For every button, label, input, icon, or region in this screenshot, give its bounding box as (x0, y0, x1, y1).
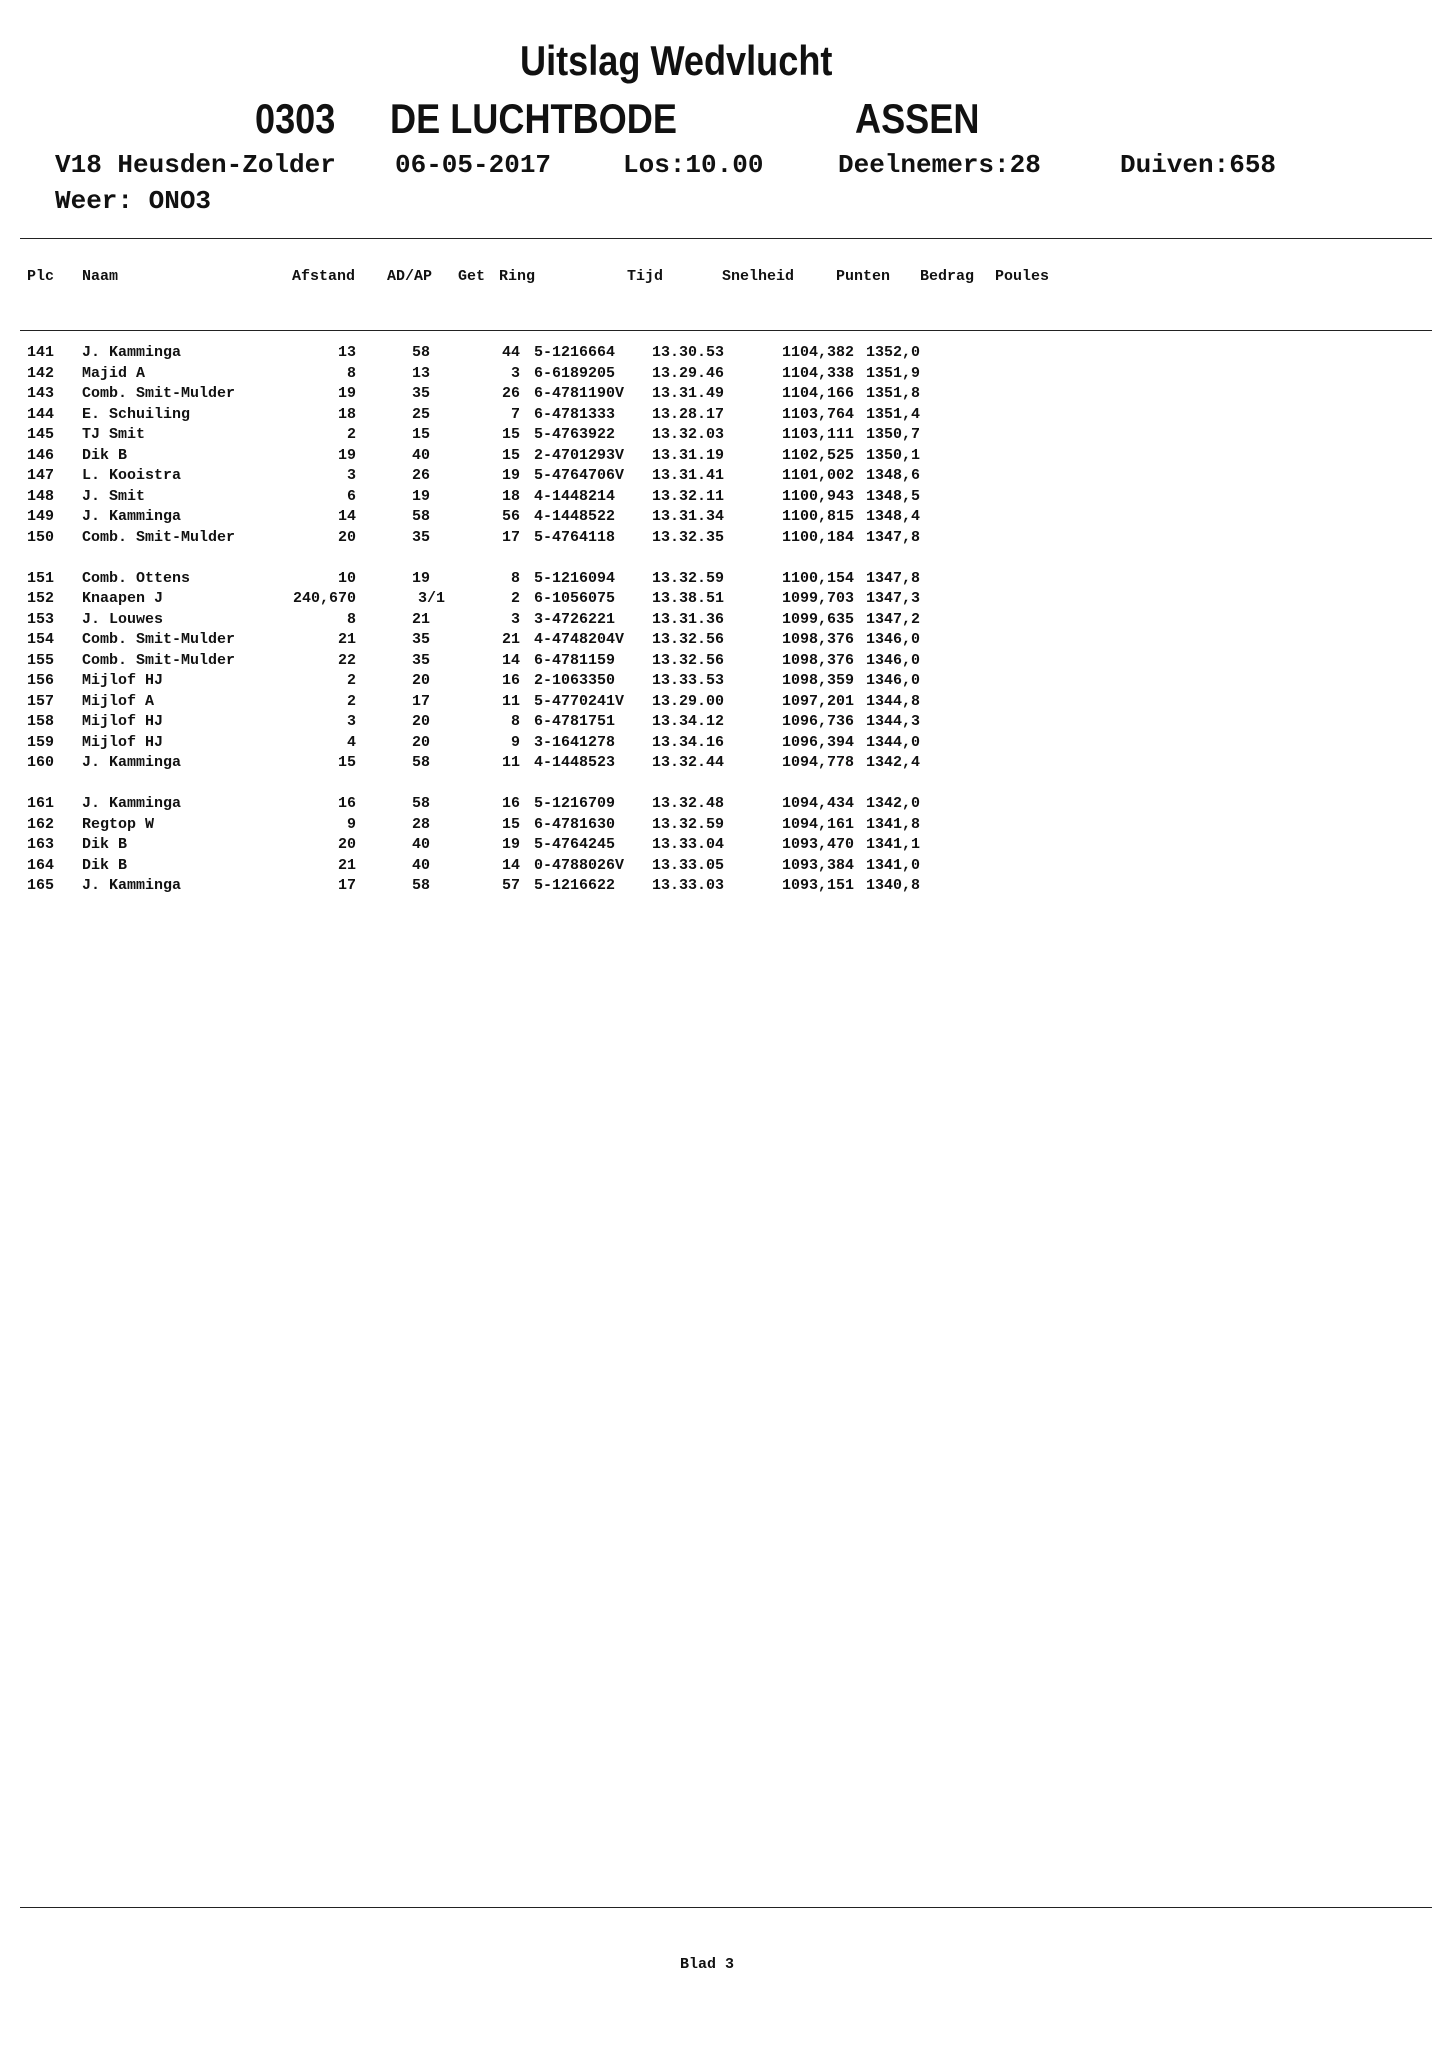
cell-afstand: 8 (346, 610, 356, 628)
cell-adap: 20 (412, 733, 431, 751)
cell-adap: 3/1 (418, 590, 446, 607)
cell-snelheid: 1100,815 (781, 508, 854, 525)
cell-naam: J. Kamminga (82, 754, 182, 771)
cell-punten: 1348,6 (866, 467, 921, 484)
cell-plc: 155 (27, 651, 55, 669)
cell-afstand: 17 (337, 877, 356, 894)
cell-tijd: 13.33.05 (652, 856, 725, 874)
cell-ring: 2-4701293V (534, 446, 625, 464)
release-time: Los:10.00 (623, 150, 764, 180)
cell-afstand: 19 (337, 446, 356, 464)
cell-punten: 1347,2 (866, 610, 921, 628)
cell-snelheid: 1093,151 (781, 877, 854, 894)
table-row (0, 856, 1436, 877)
cell-adap: 58 (412, 877, 431, 894)
cell-tijd: 13.38.51 (652, 590, 725, 607)
cell-afstand: 20 (337, 528, 356, 546)
cell-snelheid: 1102,525 (781, 446, 854, 464)
cell-ring: 6-4781751 (534, 713, 616, 730)
cell-punten: 1341,8 (866, 815, 921, 833)
cell-get: 26 (501, 385, 520, 402)
table-row (0, 815, 1436, 836)
cell-snelheid: 1100,943 (781, 487, 854, 505)
cell-plc: 153 (27, 610, 55, 628)
cell-tijd: 13.28.17 (652, 405, 725, 423)
cell-naam: L. Kooistra (82, 467, 182, 484)
cell-get: 19 (501, 467, 520, 484)
col-header-punten: Punten (836, 268, 891, 285)
cell-tijd: 13.31.36 (652, 610, 725, 628)
cell-punten: 1346,0 (866, 672, 921, 689)
cell-afstand: 4 (346, 733, 356, 751)
cell-naam: Comb. Ottens (82, 569, 191, 587)
cell-tijd: 13.30.53 (652, 344, 725, 361)
cell-tijd: 13.32.35 (652, 528, 725, 546)
cell-tijd: 13.31.41 (652, 467, 725, 484)
club-name: DE LUCHTBODE (390, 95, 677, 142)
cell-afstand: 2 (346, 672, 356, 689)
table-row (0, 794, 1436, 815)
race-name: V18 Heusden-Zolder (55, 150, 336, 180)
cell-snelheid: 1103,111 (781, 426, 854, 443)
cell-afstand: 14 (337, 508, 356, 525)
cell-plc: 160 (27, 754, 55, 771)
cell-snelheid: 1104,338 (781, 364, 854, 382)
cell-punten: 1352,0 (866, 344, 921, 361)
table-row (0, 835, 1436, 856)
cell-naam: J. Louwes (82, 610, 164, 628)
cell-get: 11 (501, 754, 520, 771)
cell-adap: 58 (412, 795, 431, 812)
cell-snelheid: 1096,394 (781, 733, 854, 751)
table-row (0, 630, 1436, 651)
cell-naam: Mijlof HJ (82, 733, 164, 751)
col-header-naam: Naam (82, 268, 119, 285)
cell-plc: 147 (27, 467, 55, 484)
cell-get: 3 (510, 364, 520, 382)
cell-get: 9 (510, 733, 520, 751)
col-header-adap: AD/AP (387, 268, 433, 285)
cell-ring: 6-1056075 (534, 590, 616, 607)
cell-punten: 1348,5 (866, 487, 921, 505)
cell-ring: 4-1448522 (534, 508, 616, 525)
table-row (0, 692, 1436, 713)
cell-afstand: 240,670 (292, 590, 356, 607)
cell-adap: 35 (412, 528, 431, 546)
cell-get: 44 (501, 344, 520, 361)
cell-snelheid: 1104,382 (781, 344, 854, 361)
cell-snelheid: 1098,376 (781, 651, 854, 669)
cell-afstand: 20 (337, 836, 356, 853)
cell-get: 19 (501, 836, 520, 853)
cell-plc: 162 (27, 815, 55, 833)
cell-afstand: 3 (346, 467, 356, 484)
cell-ring: 5-4764118 (534, 528, 616, 546)
cell-plc: 157 (27, 692, 55, 710)
cell-punten: 1346,0 (866, 651, 921, 669)
cell-tijd: 13.31.19 (652, 446, 725, 464)
cell-ring: 3-4726221 (534, 610, 616, 628)
cell-plc: 165 (27, 877, 55, 894)
cell-plc: 156 (27, 672, 55, 689)
table-row (0, 651, 1436, 672)
cell-tijd: 13.29.00 (652, 692, 725, 710)
cell-afstand: 2 (346, 426, 356, 443)
cell-plc: 149 (27, 508, 55, 525)
cell-plc: 143 (27, 385, 55, 402)
cell-naam: Mijlof A (82, 692, 155, 710)
divider-footer (20, 1907, 1432, 1908)
cell-tijd: 13.34.16 (652, 733, 725, 751)
cell-snelheid: 1103,764 (781, 405, 854, 423)
cell-afstand: 10 (337, 569, 356, 587)
cell-get: 2 (510, 590, 520, 607)
cell-ring: 5-4764245 (534, 836, 616, 853)
cell-afstand: 15 (337, 754, 356, 771)
cell-plc: 151 (27, 569, 55, 587)
cell-punten: 1341,1 (866, 836, 921, 853)
cell-naam: J. Kamminga (82, 344, 182, 361)
cell-naam: Regtop W (82, 815, 155, 833)
col-header-afstand: Afstand (292, 268, 356, 285)
cell-punten: 1346,0 (866, 631, 921, 648)
table-row (0, 487, 1436, 508)
cell-naam: Comb. Smit-Mulder (82, 385, 236, 402)
cell-adap: 21 (412, 610, 431, 628)
cell-adap: 40 (412, 836, 431, 853)
cell-naam: Majid A (82, 364, 146, 382)
cell-afstand: 19 (337, 385, 356, 402)
cell-ring: 5-4764706V (534, 467, 625, 484)
cell-get: 8 (510, 569, 520, 587)
cell-punten: 1351,4 (866, 405, 921, 423)
cell-tijd: 13.32.11 (652, 487, 725, 505)
cell-snelheid: 1104,166 (781, 385, 854, 402)
cell-plc: 145 (27, 426, 55, 443)
cell-naam: Dik B (82, 856, 128, 874)
cell-plc: 164 (27, 856, 55, 874)
cell-adap: 35 (412, 651, 431, 669)
page-number: Blad 3 (680, 1956, 735, 1973)
cell-snelheid: 1100,184 (781, 528, 854, 546)
cell-adap: 58 (412, 754, 431, 771)
race-date: 06-05-2017 (395, 150, 552, 180)
cell-afstand: 21 (337, 631, 356, 648)
cell-snelheid: 1100,154 (781, 569, 854, 587)
cell-ring: 6-4781190V (534, 385, 625, 402)
table-row (0, 405, 1436, 426)
table-row (0, 446, 1436, 467)
cell-punten: 1347,8 (866, 569, 921, 587)
cell-ring: 4-4748204V (534, 631, 625, 648)
cell-ring: 5-1216094 (534, 569, 616, 587)
table-row (0, 528, 1436, 549)
table-row (0, 733, 1436, 754)
cell-naam: Comb. Smit-Mulder (82, 651, 236, 669)
cell-plc: 161 (27, 795, 55, 812)
cell-plc: 142 (27, 364, 55, 382)
cell-snelheid: 1096,736 (781, 713, 854, 730)
cell-naam: Dik B (82, 836, 128, 853)
cell-naam: J. Kamminga (82, 795, 182, 812)
cell-tijd: 13.31.34 (652, 508, 725, 525)
cell-adap: 15 (412, 426, 431, 443)
cell-tijd: 13.33.04 (652, 836, 725, 853)
cell-plc: 163 (27, 836, 55, 853)
table-row (0, 753, 1436, 774)
table-row (0, 384, 1436, 405)
participants-count: Deelnemers:28 (838, 150, 1041, 180)
cell-afstand: 8 (346, 364, 356, 382)
table-row (0, 364, 1436, 385)
club-code: 0303 (255, 95, 336, 142)
table-row (0, 507, 1436, 528)
cell-adap: 19 (412, 569, 431, 587)
cell-tijd: 13.32.59 (652, 569, 725, 587)
cell-afstand: 9 (346, 815, 356, 833)
cell-naam: Comb. Smit-Mulder (82, 631, 236, 648)
cell-afstand: 18 (337, 405, 356, 423)
col-header-ring: Ring (499, 268, 536, 285)
cell-snelheid: 1093,384 (781, 856, 854, 874)
cell-naam: Mijlof HJ (82, 672, 164, 689)
col-header-plc: Plc (27, 268, 55, 285)
table-row (0, 671, 1436, 692)
cell-get: 18 (501, 487, 520, 505)
cell-naam: Comb. Smit-Mulder (82, 528, 236, 546)
cell-tijd: 13.32.56 (652, 631, 725, 648)
col-header-tijd: Tijd (627, 268, 664, 285)
club-city: ASSEN (855, 95, 980, 142)
cell-adap: 58 (412, 508, 431, 525)
cell-ring: 5-4763922 (534, 426, 616, 443)
cell-get: 7 (510, 405, 520, 423)
col-header-snelheid: Snelheid (722, 268, 795, 285)
col-header-get: Get (458, 268, 486, 285)
cell-tijd: 13.34.12 (652, 713, 725, 730)
cell-punten: 1350,7 (866, 426, 921, 443)
cell-plc: 150 (27, 528, 55, 546)
cell-adap: 40 (412, 856, 431, 874)
cell-afstand: 16 (337, 795, 356, 812)
cell-naam: Knaapen J (82, 590, 164, 607)
cell-tijd: 13.33.53 (652, 672, 725, 689)
cell-punten: 1351,8 (866, 385, 921, 402)
cell-afstand: 21 (337, 856, 356, 874)
cell-tijd: 13.29.46 (652, 364, 725, 382)
cell-ring: 3-1641278 (534, 733, 616, 751)
cell-snelheid: 1099,635 (781, 610, 854, 628)
cell-snelheid: 1098,359 (781, 672, 854, 689)
cell-get: 16 (501, 795, 520, 812)
cell-adap: 20 (412, 672, 431, 689)
cell-snelheid: 1094,778 (781, 754, 854, 771)
cell-adap: 20 (412, 713, 431, 730)
cell-snelheid: 1094,434 (781, 795, 854, 812)
cell-tijd: 13.31.49 (652, 385, 725, 402)
cell-get: 56 (501, 508, 520, 525)
cell-ring: 6-6189205 (534, 364, 616, 382)
cell-tijd: 13.32.03 (652, 426, 725, 443)
cell-ring: 5-4770241V (534, 692, 625, 710)
cell-tijd: 13.32.56 (652, 651, 725, 669)
cell-get: 57 (501, 877, 520, 894)
cell-punten: 1342,0 (866, 795, 921, 812)
cell-naam: Mijlof HJ (82, 713, 164, 730)
cell-adap: 26 (412, 467, 431, 484)
pigeons-count: Duiven:658 (1120, 150, 1277, 180)
cell-snelheid: 1094,161 (781, 815, 854, 833)
table-row (0, 466, 1436, 487)
cell-adap: 17 (412, 692, 431, 710)
cell-tijd: 13.33.03 (652, 877, 725, 894)
cell-plc: 154 (27, 631, 55, 648)
cell-adap: 35 (412, 631, 431, 648)
cell-afstand: 3 (346, 713, 356, 730)
cell-get: 21 (501, 631, 520, 648)
cell-snelheid: 1097,201 (781, 692, 854, 710)
table-row (0, 569, 1436, 590)
cell-get: 14 (501, 856, 520, 874)
cell-punten: 1342,4 (866, 754, 921, 771)
cell-ring: 6-4781159 (534, 651, 616, 669)
cell-get: 8 (510, 713, 520, 730)
cell-naam: E. Schuiling (82, 405, 191, 423)
cell-adap: 28 (412, 815, 431, 833)
col-header-bedrag: Bedrag (920, 268, 975, 285)
cell-get: 14 (501, 651, 520, 669)
cell-get: 11 (501, 692, 520, 710)
cell-ring: 5-1216664 (534, 344, 616, 361)
cell-ring: 4-1448214 (534, 487, 616, 505)
cell-get: 15 (501, 815, 520, 833)
cell-punten: 1344,3 (866, 713, 921, 730)
table-row (0, 610, 1436, 631)
cell-adap: 58 (412, 344, 431, 361)
cell-naam: J. Smit (82, 487, 146, 505)
divider-top (20, 238, 1432, 239)
cell-afstand: 6 (346, 487, 356, 505)
cell-ring: 6-4781630 (534, 815, 616, 833)
col-header-poules: Poules (995, 268, 1050, 285)
cell-get: 15 (501, 426, 520, 443)
cell-plc: 141 (27, 344, 55, 361)
cell-naam: J. Kamminga (82, 877, 182, 894)
cell-naam: J. Kamminga (82, 508, 182, 525)
cell-plc: 146 (27, 446, 55, 464)
cell-ring: 2-1063350 (534, 672, 616, 689)
divider-header (20, 330, 1432, 331)
cell-plc: 148 (27, 487, 55, 505)
cell-adap: 35 (412, 385, 431, 402)
cell-adap: 40 (412, 446, 431, 464)
cell-afstand: 2 (346, 692, 356, 710)
cell-ring: 0-4788026V (534, 856, 625, 874)
cell-get: 3 (510, 610, 520, 628)
cell-ring: 5-1216709 (534, 795, 616, 812)
table-row (0, 876, 1436, 897)
cell-plc: 158 (27, 713, 55, 730)
table-row (0, 425, 1436, 446)
weather: Weer: ONO3 (55, 186, 212, 216)
cell-afstand: 13 (337, 344, 356, 361)
cell-naam: TJ Smit (82, 426, 146, 443)
cell-tijd: 13.32.48 (652, 795, 725, 812)
cell-punten: 1340,8 (866, 877, 921, 894)
cell-punten: 1344,8 (866, 692, 921, 710)
cell-plc: 152 (27, 590, 55, 607)
cell-punten: 1347,3 (866, 590, 921, 607)
page-title: Uitslag Wedvlucht (520, 37, 833, 84)
cell-snelheid: 1098,376 (781, 631, 854, 648)
cell-afstand: 22 (337, 651, 356, 669)
cell-ring: 4-1448523 (534, 754, 616, 771)
table-row (0, 712, 1436, 733)
cell-adap: 19 (412, 487, 431, 505)
cell-get: 15 (501, 446, 520, 464)
cell-get: 16 (501, 672, 520, 689)
cell-punten: 1348,4 (866, 508, 921, 525)
cell-get: 17 (501, 528, 520, 546)
cell-punten: 1344,0 (866, 733, 921, 751)
cell-adap: 25 (412, 405, 431, 423)
cell-adap: 13 (412, 364, 431, 382)
cell-ring: 5-1216622 (534, 877, 616, 894)
cell-snelheid: 1099,703 (781, 590, 854, 607)
cell-ring: 6-4781333 (534, 405, 616, 423)
table-row (0, 589, 1436, 610)
cell-punten: 1350,1 (866, 446, 921, 464)
cell-plc: 144 (27, 405, 55, 423)
cell-snelheid: 1093,470 (781, 836, 854, 853)
cell-tijd: 13.32.44 (652, 754, 725, 771)
cell-plc: 159 (27, 733, 55, 751)
cell-punten: 1341,0 (866, 856, 921, 874)
cell-tijd: 13.32.59 (652, 815, 725, 833)
cell-snelheid: 1101,002 (781, 467, 854, 484)
table-row (0, 343, 1436, 364)
cell-punten: 1351,9 (866, 364, 921, 382)
cell-naam: Dik B (82, 446, 128, 464)
results-table (0, 343, 1436, 897)
cell-punten: 1347,8 (866, 528, 921, 546)
